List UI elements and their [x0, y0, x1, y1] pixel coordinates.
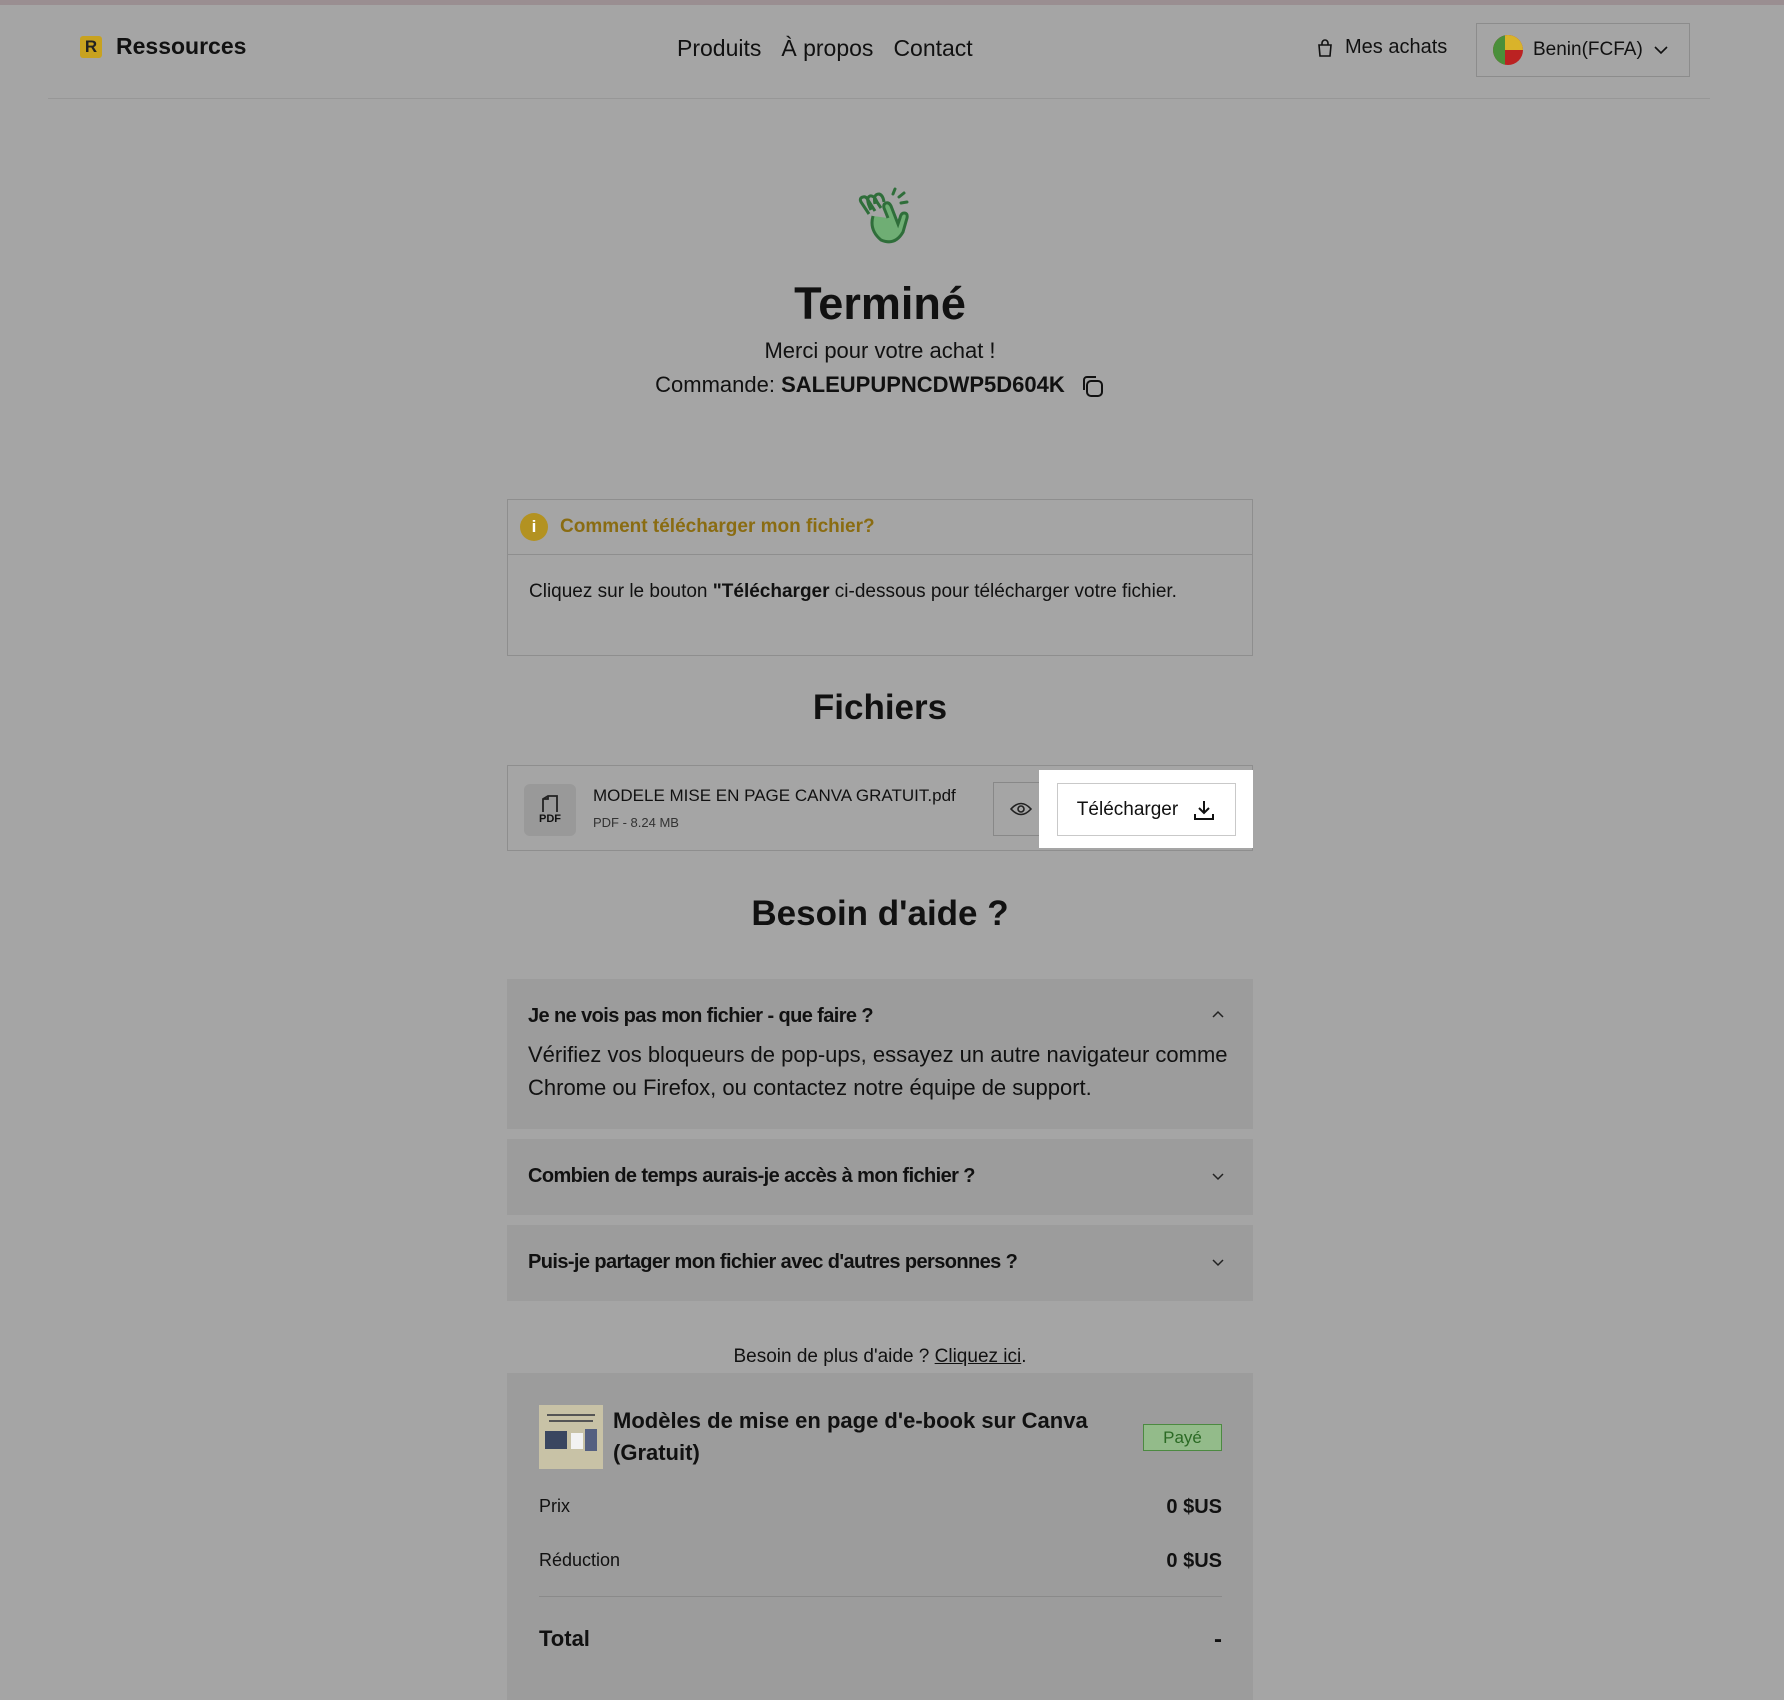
product-thumbnail	[539, 1405, 603, 1469]
info-body	[508, 555, 1252, 628]
clapping-hands-icon	[851, 184, 917, 250]
faq-item-3[interactable]	[507, 1225, 1253, 1301]
file-row	[507, 765, 1253, 851]
faq-answer-1: Vérifiez vos bloqueurs de pop-ups, essayez un autre navigateur comme Chrome ou Firefox, ou contactez notre équipe de support.	[528, 1042, 1228, 1100]
status-badge: Payé	[1143, 1424, 1222, 1451]
main-nav	[677, 35, 973, 62]
discount-label: Réduction	[539, 1550, 621, 1570]
faq-question-2: Combien de temps aurais-je accès à mon fichier ?	[528, 1165, 975, 1187]
price-value: 0 $US	[1166, 1496, 1222, 1518]
info-header	[508, 500, 1252, 555]
logo-icon: R	[80, 36, 102, 58]
price-label: Prix	[539, 1496, 570, 1516]
site-header	[48, 5, 1710, 99]
info-text-bold: "Télécharger	[712, 581, 830, 602]
nav-a-propos[interactable]: À propos	[781, 35, 874, 61]
download-icon	[1192, 798, 1216, 822]
order-label: Commande:	[655, 372, 775, 397]
summary-divider	[539, 1596, 1222, 1597]
faq-question-3: Puis-je partager mon fichier avec d'autres personnes ?	[528, 1251, 1018, 1273]
faq-item-2[interactable]	[507, 1139, 1253, 1215]
info-icon: i	[520, 513, 548, 541]
benin-flag-icon	[1493, 35, 1523, 65]
page-title: Terminé	[794, 278, 966, 329]
order-summary-card	[507, 1373, 1253, 1700]
faq-question-1: Je ne vois pas mon fichier - que faire ?	[528, 1005, 873, 1027]
discount-row	[539, 1550, 1222, 1573]
files-heading: Fichiers	[812, 688, 948, 727]
nav-contact[interactable]: Contact	[893, 35, 973, 61]
file-meta: PDF - 8.24 MB	[593, 815, 679, 830]
brand-logo[interactable]	[80, 33, 246, 60]
download-button[interactable]	[1057, 783, 1236, 836]
thank-you-message: Merci pour votre achat !	[764, 338, 996, 363]
chevron-up-icon	[1211, 1009, 1225, 1019]
country-selector[interactable]	[1476, 23, 1690, 77]
total-label: Total	[539, 1626, 590, 1651]
country-label: Benin(FCFA)	[1533, 39, 1643, 60]
download-highlight	[1039, 770, 1253, 848]
info-text-end: ci-dessous pour télécharger votre fichier.	[829, 581, 1177, 602]
more-help-end: .	[1021, 1346, 1027, 1367]
file-name: MODELE MISE EN PAGE CANVA GRATUIT.pdf	[593, 786, 956, 805]
discount-value: 0 $US	[1166, 1550, 1222, 1572]
more-help-text: Besoin de plus d'aide ?	[733, 1346, 935, 1367]
chevron-down-icon	[1211, 1172, 1225, 1182]
order-id: SALEUPUPNCDWP5D604K	[781, 372, 1065, 397]
info-title: Comment télécharger mon fichier?	[560, 516, 875, 537]
chevron-down-icon	[1653, 45, 1669, 55]
download-label: Télécharger	[1076, 798, 1179, 820]
download-info-box	[507, 499, 1253, 656]
my-purchases-link[interactable]	[1315, 36, 1447, 59]
order-line	[507, 372, 1253, 399]
pdf-icon-label: PDF	[539, 813, 561, 825]
more-help-line	[507, 1346, 1253, 1368]
total-row	[539, 1626, 1222, 1654]
brand-name: Ressources	[116, 33, 247, 59]
more-help-link[interactable]: Cliquez ici	[934, 1346, 1022, 1367]
nav-produits[interactable]: Produits	[677, 35, 762, 61]
product-name: Modèles de mise en page d'e-book sur Canva (Gratuit)	[613, 1408, 1088, 1465]
info-text-start: Cliquez sur le bouton	[529, 581, 713, 602]
chevron-down-icon	[1211, 1258, 1225, 1268]
eye-icon	[1010, 801, 1032, 817]
copy-icon[interactable]	[1079, 373, 1105, 399]
total-value: -	[1214, 1626, 1222, 1653]
shopping-bag-icon	[1315, 38, 1335, 58]
my-purchases-label: Mes achats	[1345, 36, 1448, 58]
help-heading: Besoin d'aide ?	[751, 894, 1009, 933]
price-row	[539, 1496, 1222, 1519]
faq-item-1[interactable]	[507, 979, 1253, 1129]
pdf-file-icon	[524, 784, 576, 836]
